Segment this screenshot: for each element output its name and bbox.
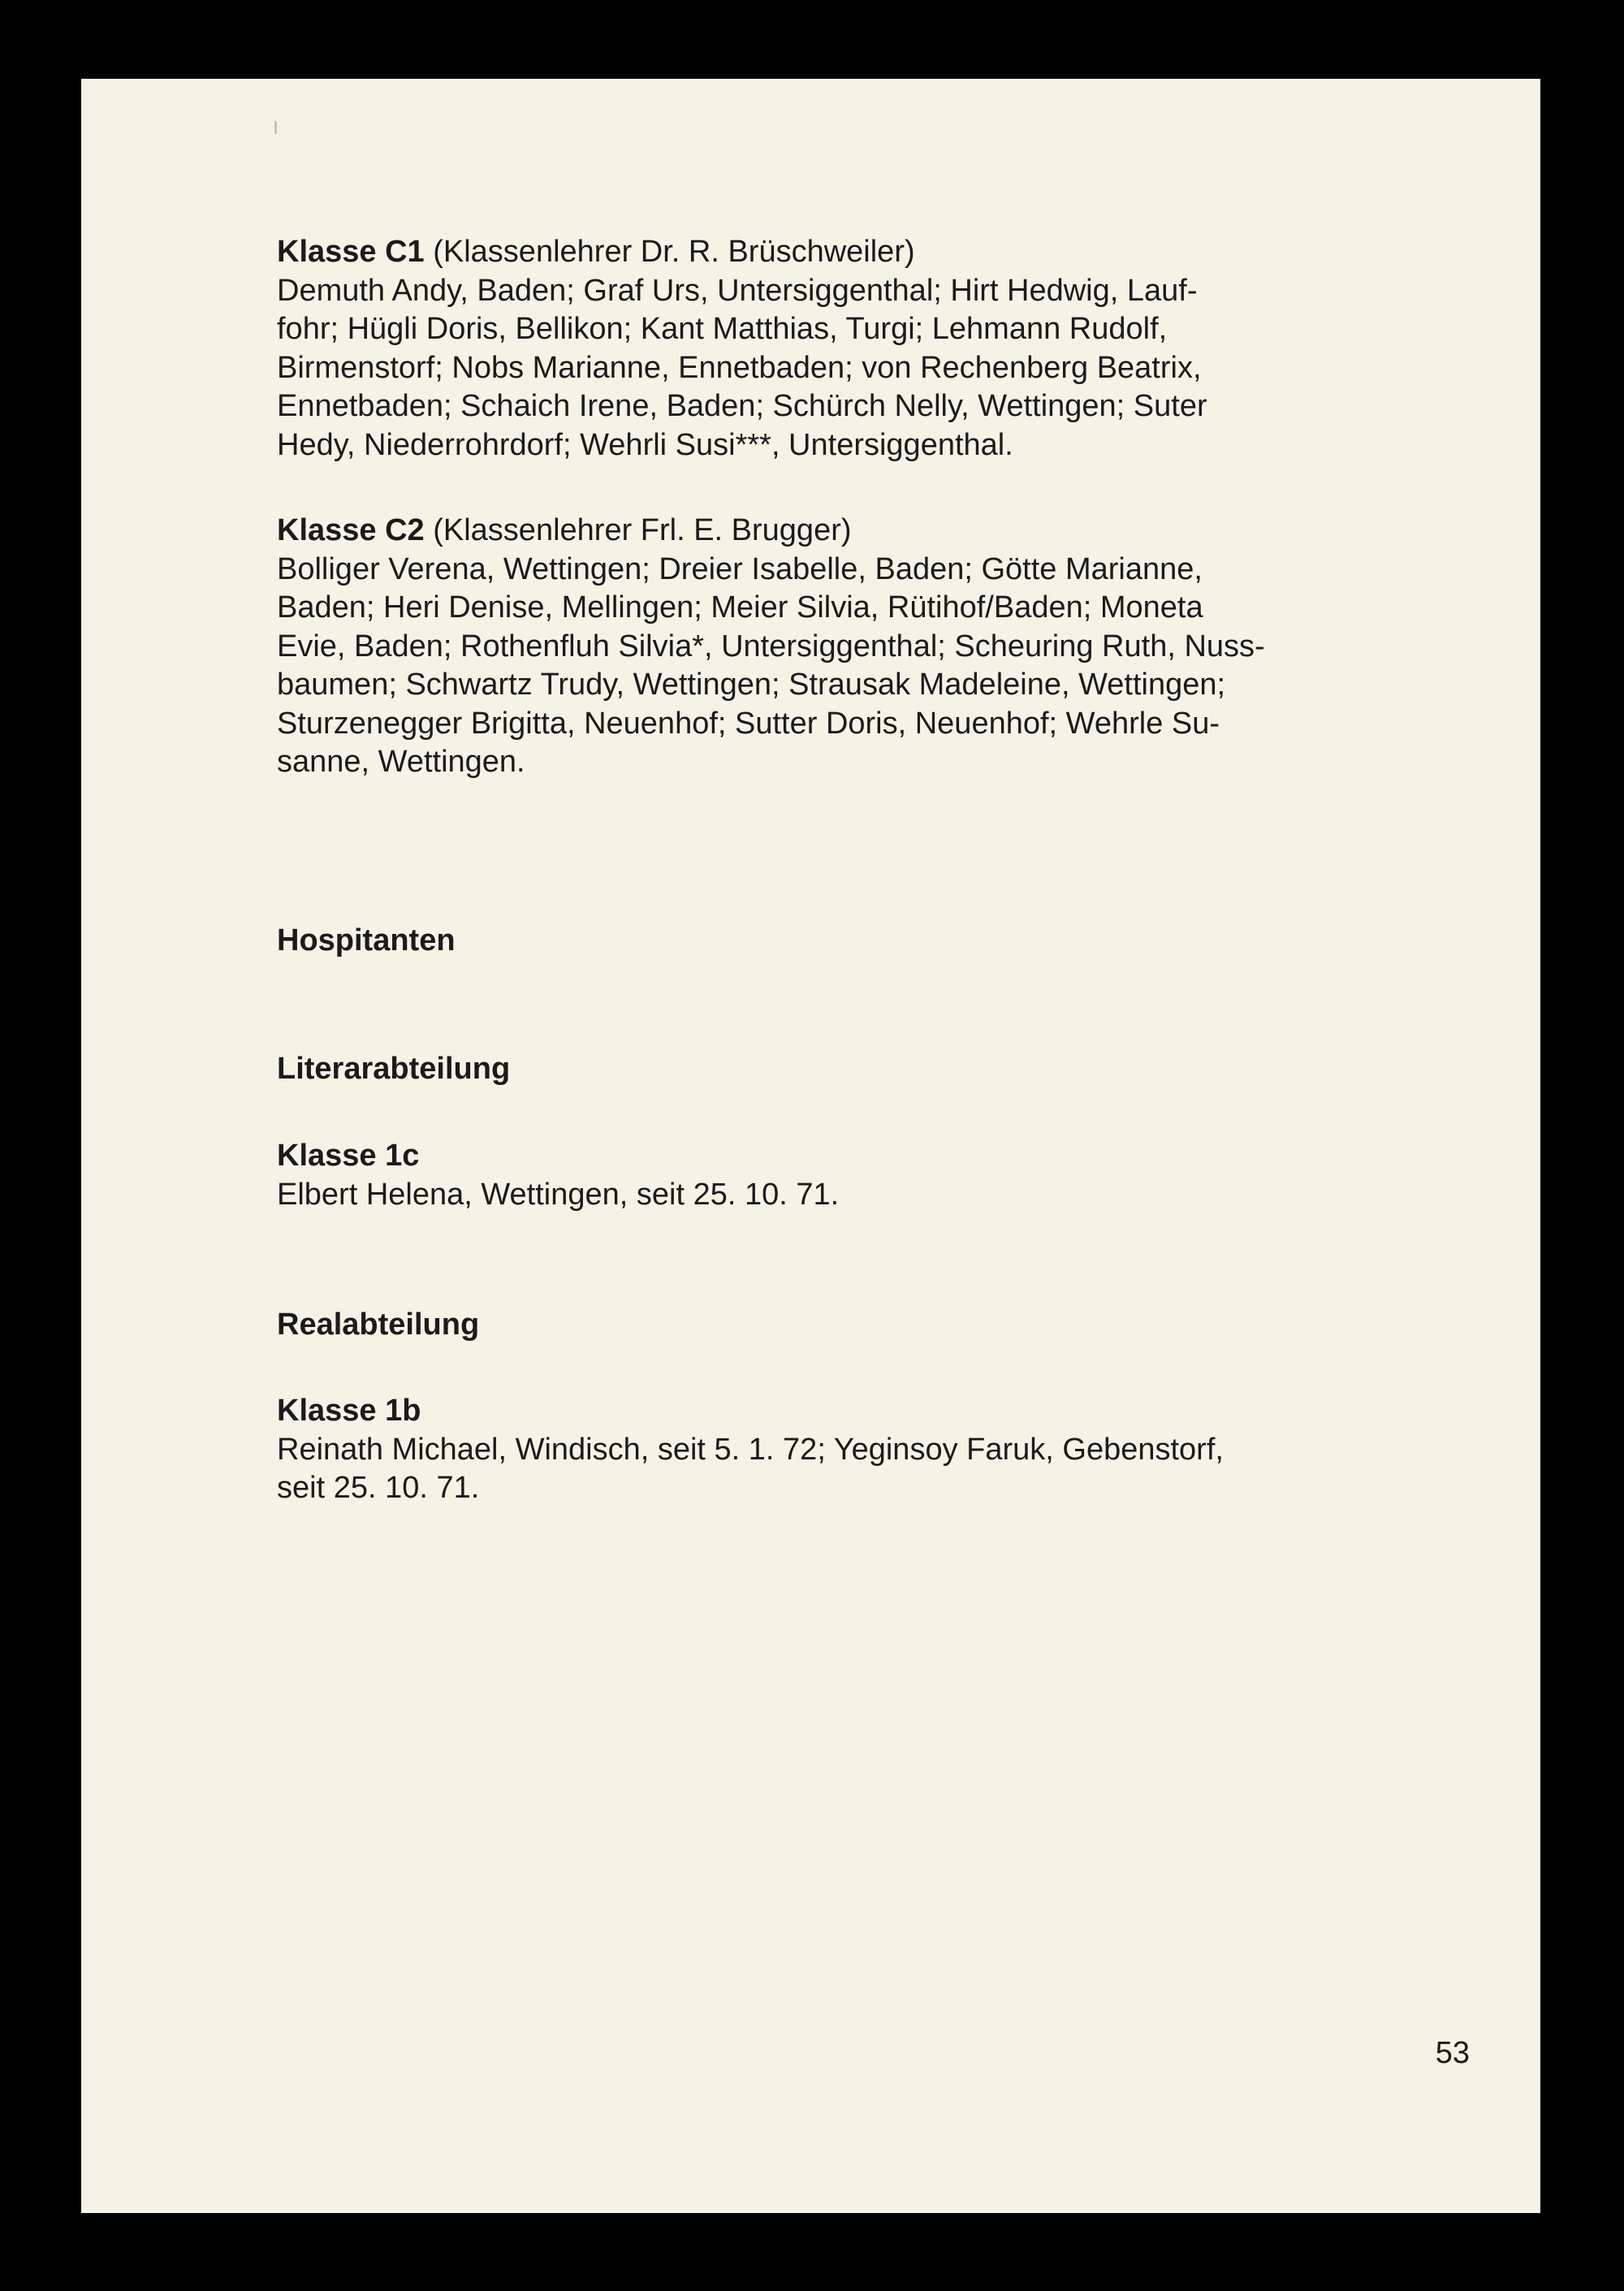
section-teacher: (Klassenlehrer Dr. R. Brüschweiler) (424, 235, 915, 269)
section-klasse-1c (277, 1137, 1471, 1214)
page-number: 53 (1435, 2036, 1470, 2070)
section-heading-line (277, 512, 1471, 551)
section-klasse-1b (277, 1392, 1471, 1508)
section-teacher: (Klassenlehrer Frl. E. Brugger) (424, 513, 852, 547)
heading-literarabteilung: Literarabteilung (277, 1052, 511, 1086)
paper-mark (274, 121, 277, 134)
section-title: Klasse 1c (277, 1139, 420, 1173)
document-page (81, 79, 1540, 2213)
student-list: Bolliger Verena, Wettingen; Dreier Isabelle, Baden; Götte Marianne, Baden; Heri Denise, Mellingen; Meier Silvia, Rütihof/Baden; Moneta Evie, Baden; Rothenfluh Silvia*, Untersiggenthal; Scheuring Ruth, Nuss- baumen; Schwartz Trudy, Wettingen; Strausak Madeleine, Wettingen; Sturzenegger Brigitta, Neuenhof; Sutter Doris, Neuenhof; Wehrle Su- sanne, Wettingen. (277, 551, 1265, 779)
section-title: Klasse C2 (277, 513, 425, 547)
section-title: Klasse 1b (277, 1394, 421, 1428)
section-klasse-c1 (277, 233, 1471, 465)
student-list: Elbert Helena, Wettingen, seit 25. 10. 71. (277, 1177, 840, 1212)
student-list: Demuth Andy, Baden; Graf Urs, Untersiggenthal; Hirt Hedwig, Lauf- fohr; Hügli Doris, Bellikon; Kant Matthias, Turgi; Lehmann Rudolf, Birmenstorf; Nobs Marianne, Ennetbaden; von Rechenberg Beatrix, Ennetbaden; Schaich Irene, Baden; Schürch Nelly, Wettingen; Suter Hedy, Niederrohrdorf; Wehrli Susi***, Untersiggenthal. (277, 273, 1207, 462)
section-klasse-c2 (277, 512, 1471, 782)
section-title: Klasse C1 (277, 235, 425, 269)
heading-realabteilung: Realabteilung (277, 1308, 480, 1342)
heading-hospitanten: Hospitanten (277, 923, 456, 957)
section-heading-line (277, 233, 1471, 272)
student-list: Reinath Michael, Windisch, seit 5. 1. 72; Yeginsoy Faruk, Gebenstorf, seit 25. 10. 71. (277, 1432, 1224, 1505)
